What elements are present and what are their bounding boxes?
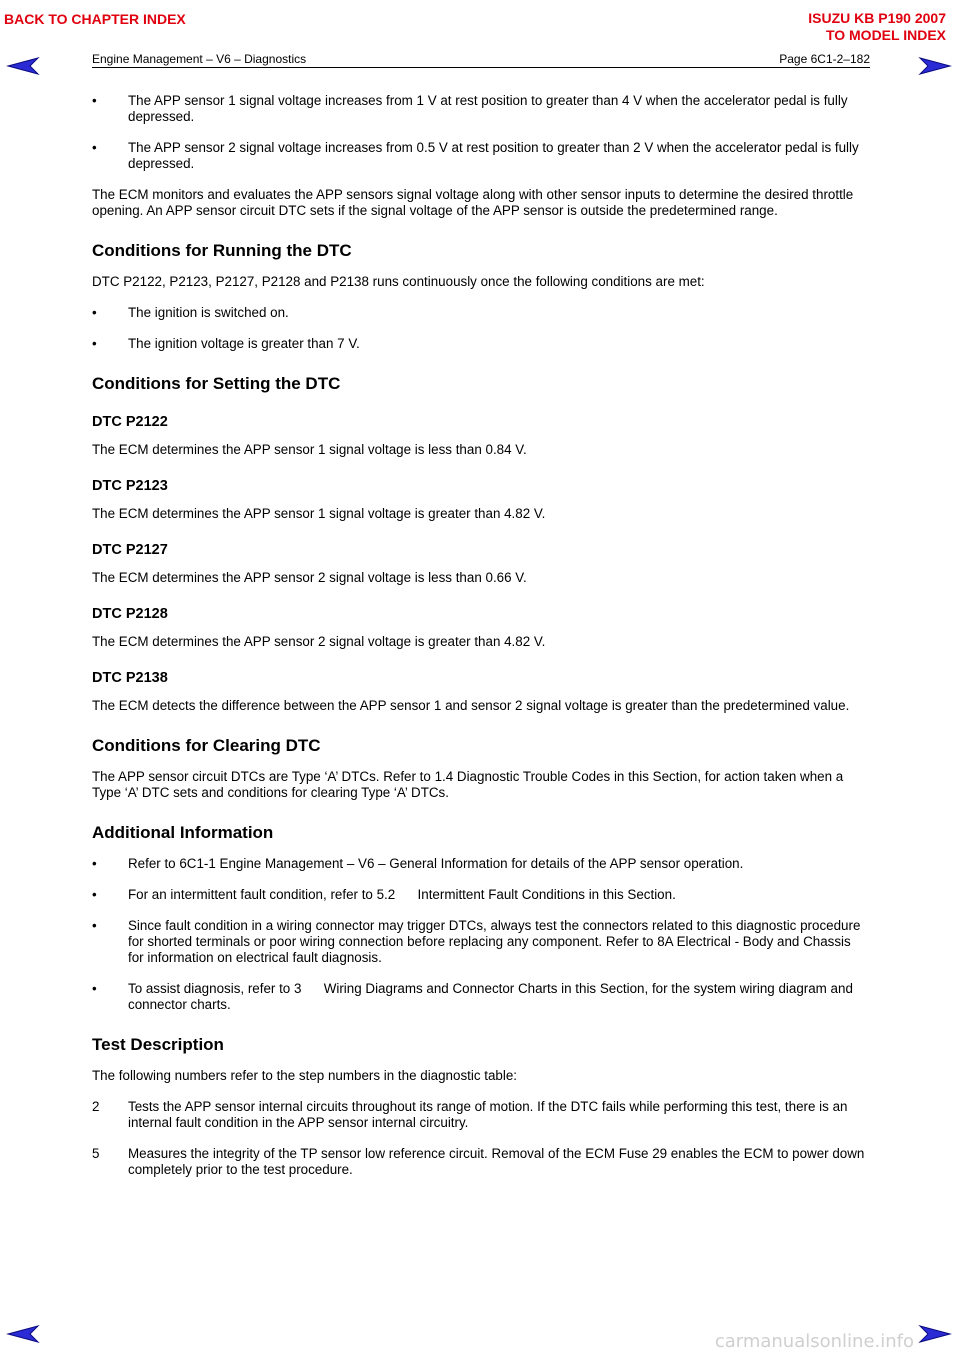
dtc-description: The ECM determines the APP sensor 2 signal voltage is less than 0.66 V. [92, 570, 527, 585]
dtc-code-heading: DTC P2123 [92, 478, 168, 494]
dtc-code-heading: DTC P2138 [92, 670, 168, 686]
previous-page-arrow-icon[interactable] [6, 1324, 40, 1344]
dtc-description: The ECM determines the APP sensor 2 signal voltage is greater than 4.82 V. [92, 634, 546, 649]
page-content [92, 93, 867, 1193]
list-item [92, 140, 867, 172]
dtc-description: The ECM determines the APP sensor 1 signal voltage is less than 0.84 V. [92, 442, 527, 457]
bullet-text: Since fault condition in a wiring connector may trigger DTCs, always test the connectors related to this diagnostic procedure for shorted terminals or poor wiring connection before replacing any component. Refer to 8A Electrical - Body and Chassis for information on electrical fault diagnosis. [128, 918, 861, 965]
bullet-icon: • [92, 918, 97, 933]
bullet-text: The ignition is switched on. [128, 305, 289, 320]
section-heading-test: Test Description [92, 1035, 224, 1054]
section-heading-running: Conditions for Running the DTC [92, 241, 352, 260]
list-item [92, 856, 867, 872]
section-heading-clearing: Conditions for Clearing DTC [92, 736, 321, 755]
bullet-text: The APP sensor 1 signal voltage increases from 1 V at rest position to greater than 4 V when the accelerator pedal is fully depressed. [128, 93, 848, 124]
next-page-arrow-icon[interactable] [918, 1324, 952, 1344]
dtc-description: The ECM detects the difference between the APP sensor 1 and sensor 2 signal voltage is greater than the predetermined value. [92, 698, 850, 713]
bullet-icon: • [92, 336, 97, 351]
dtc-code-heading: DTC P2122 [92, 414, 168, 430]
clearing-paragraph: The APP sensor circuit DTCs are Type ‘A’ DTCs. Refer to 1.4 Diagnostic Trouble Codes in this Section, for action taken when a Type ‘A’ DTC sets and conditions for clearing Type ‘A’ DTCs. [92, 769, 844, 800]
model-index-link[interactable]: TO MODEL INDEX [825, 27, 946, 43]
dtc-description: The ECM determines the APP sensor 1 signal voltage is greater than 4.82 V. [92, 506, 546, 521]
step-number: 2 [92, 1099, 100, 1114]
header-page-number: Page 6C1-2–182 [779, 52, 870, 66]
list-item [92, 981, 867, 1013]
step-text: Measures the integrity of the TP sensor low reference circuit. Removal of the ECM Fuse 29 enables the ECM to power down completely prior to the test procedure. [128, 1146, 865, 1177]
step-number: 5 [92, 1146, 100, 1161]
step-text: Tests the APP sensor internal circuits throughout its range of motion. If the DTC fails while performing this test, there is an internal fault condition in the APP sensor internal circuitry. [128, 1099, 848, 1130]
list-item [92, 887, 867, 903]
bullet-text: The ignition voltage is greater than 7 V. [128, 336, 360, 351]
list-item [92, 918, 867, 966]
back-to-chapter-index-link[interactable]: BACK TO CHAPTER INDEX [4, 11, 186, 27]
bullet-icon: • [92, 856, 97, 871]
bullet-icon: • [92, 140, 97, 155]
list-item [92, 1146, 867, 1178]
page-header [92, 52, 870, 68]
dtc-code-heading: DTC P2128 [92, 606, 168, 622]
list-item [92, 1099, 867, 1131]
bullet-icon: • [92, 305, 97, 320]
list-item [92, 336, 867, 352]
list-item [92, 93, 867, 125]
bullet-icon: • [92, 93, 97, 108]
next-page-arrow-icon[interactable] [918, 56, 952, 76]
bullet-text: For an intermittent fault condition, refer to 5.2 Intermittent Fault Conditions in this Section. [128, 887, 676, 902]
model-title-link[interactable]: ISUZU KB P190 2007 [808, 10, 946, 26]
previous-page-arrow-icon[interactable] [6, 56, 40, 76]
intro-paragraph: The ECM monitors and evaluates the APP sensors signal voltage along with other sensor inputs to determine the desired throttle opening. An APP sensor circuit DTC sets if the signal voltage of the APP sensor is outside the predetermined range. [92, 187, 854, 218]
running-paragraph: DTC P2122, P2123, P2127, P2128 and P2138 runs continuously once the following conditions are met: [92, 274, 705, 289]
bullet-icon: • [92, 981, 97, 996]
list-item [92, 305, 867, 321]
test-paragraph: The following numbers refer to the step numbers in the diagnostic table: [92, 1068, 518, 1083]
bullet-icon: • [92, 887, 97, 902]
bullet-text: To assist diagnosis, refer to 3 Wiring Diagrams and Connector Charts in this Section, for the system wiring diagram and connector charts. [128, 981, 857, 1012]
bullet-text: Refer to 6C1-1 Engine Management – V6 – General Information for details of the APP sensor operation. [128, 856, 744, 871]
header-section-title: Engine Management – V6 – Diagnostics [92, 52, 307, 66]
dtc-code-heading: DTC P2127 [92, 542, 168, 558]
bullet-text: The APP sensor 2 signal voltage increases from 0.5 V at rest position to greater than 2 V when the accelerator pedal is fully depressed. [128, 140, 859, 171]
section-heading-setting: Conditions for Setting the DTC [92, 374, 341, 393]
model-index-block [808, 10, 946, 44]
watermark-text: carmanualsonline.info [714, 1331, 914, 1352]
section-heading-additional: Additional Information [92, 823, 274, 842]
